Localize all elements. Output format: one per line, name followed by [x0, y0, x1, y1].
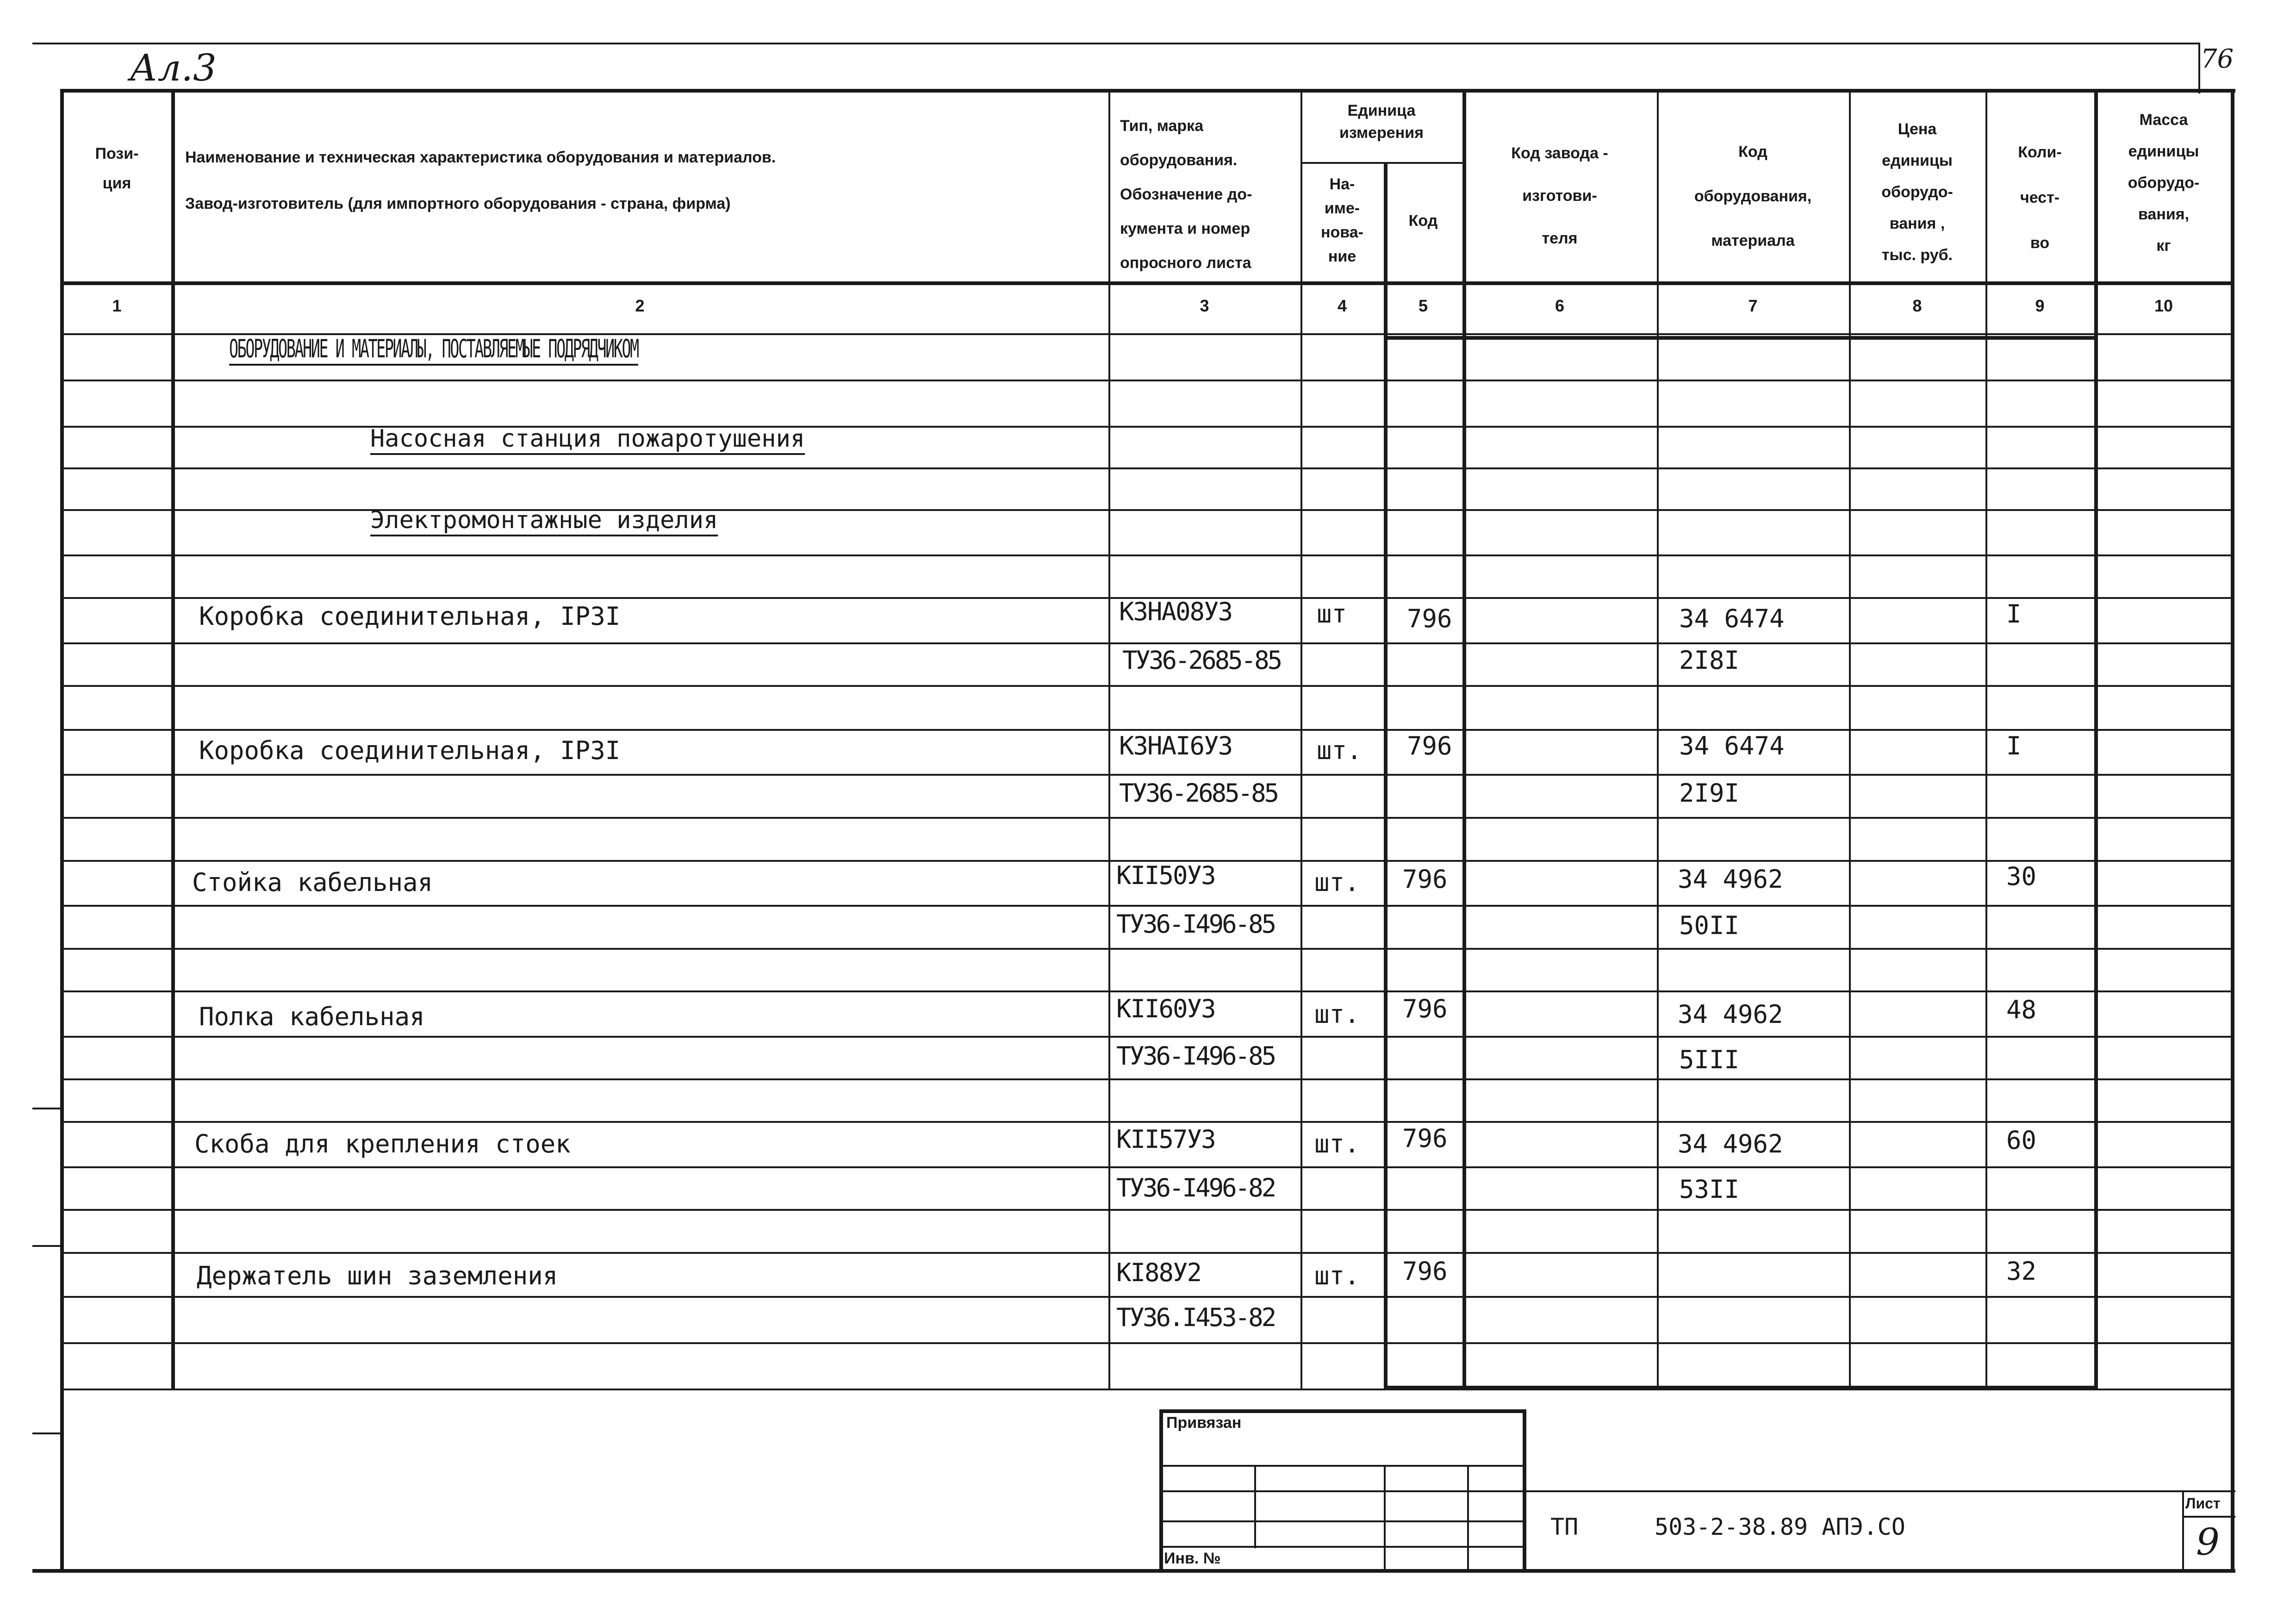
column-number: 10 [2154, 296, 2173, 315]
item-unit-code: 796 [1407, 604, 1452, 633]
column-number: 8 [1912, 296, 1922, 315]
header-unit-code: Код [1408, 212, 1438, 230]
item-code-1: 34 6474 [1679, 604, 1785, 633]
column-number: 5 [1418, 296, 1428, 315]
header-position: Пози- ция [95, 145, 139, 192]
header-equipment-code: Код оборудования, материала [1694, 143, 1812, 249]
stamp-inventory-label: Инв. № [1164, 1550, 1221, 1567]
item-code-2: 53II [1679, 1175, 1740, 1204]
item-name: Скоба для крепления стоек [194, 1129, 571, 1158]
header-maker-code: Код завода - изготови- теля [1511, 144, 1608, 247]
item-unit-code: 796 [1402, 994, 1448, 1023]
item-unit-code: 796 [1407, 731, 1452, 760]
item-quantity: 32 [2006, 1257, 2037, 1286]
item-code-1: 34 4962 [1678, 1129, 1783, 1158]
item-quantity: 48 [2006, 995, 2037, 1024]
item-unit: шт. [1314, 1000, 1360, 1029]
item-code-1: 34 4962 [1678, 1000, 1783, 1029]
header-price: Цена единицы оборудо- вания , тыс. руб. [1881, 120, 1953, 264]
column-number: 2 [635, 296, 645, 315]
header-name: Наименование и техническая характеристика оборудования и материалов. Завод-изготовитель (для импортного оборудования - страна, фирма) [185, 149, 776, 212]
item-doc: ТУ36-2685-85 [1119, 778, 1278, 808]
item-name: Полка кабельная [199, 1002, 425, 1031]
stamp-sheet-number: 9 [2196, 1520, 2220, 1563]
header-mass: Масса единицы оборудо- вания, кг [2128, 111, 2200, 255]
item-unit-code: 796 [1402, 1257, 1448, 1286]
item-quantity: 60 [2006, 1126, 2037, 1155]
item-type: К3НАI6У3 [1119, 731, 1232, 760]
item-name: Коробка соединительная, IP3I [199, 736, 621, 765]
item-doc: ТУ36-2685-85 [1122, 646, 1281, 675]
item-quantity: I [2006, 731, 2022, 760]
item-name: Коробка соединительная, IP3I [199, 602, 621, 631]
item-code-2: 5III [1679, 1045, 1740, 1074]
column-number: 6 [1555, 296, 1565, 315]
item-type: КII60У3 [1116, 994, 1215, 1023]
item-code-1: 34 6474 [1679, 731, 1785, 760]
section-title-main: ОБОРУДОВАНИЕ И МАТЕРИАЛЫ, ПОСТАВЛЯЕМЫЕ ПОДРЯДЧИКОМ [229, 334, 638, 363]
item-type: КII50У3 [1116, 861, 1215, 890]
header-type: Тип, марка оборудования. Обозначение до- кумента и номер опросного листа [1120, 117, 1252, 272]
item-unit: шт. [1314, 1261, 1360, 1290]
section-title-group: Электромонтажные изделия [370, 506, 718, 534]
item-doc: ТУ36-I496-85 [1116, 909, 1275, 939]
item-unit: шт. [1317, 736, 1362, 765]
column-number: 7 [1748, 296, 1758, 315]
header-unit-name: На- име- нова- ние [1321, 175, 1363, 265]
item-unit: шт. [1314, 868, 1360, 897]
column-number: 9 [2035, 296, 2045, 315]
header-unit: Единица измерения [1339, 102, 1424, 142]
page-number: 76 [2201, 44, 2234, 74]
item-type: КI88У2 [1116, 1258, 1201, 1287]
item-quantity: I [2006, 599, 2022, 629]
item-code-2: 2I8I [1679, 646, 1740, 675]
item-unit-code: 796 [1402, 1124, 1448, 1153]
item-name: Стойка кабельная [192, 868, 433, 897]
item-type: КII57У3 [1116, 1125, 1215, 1154]
stamp-designation: 503-2-38.89 АПЭ.СО [1655, 1513, 1905, 1540]
item-doc: ТУ36.I453-82 [1116, 1303, 1275, 1332]
item-code-2: 2I9I [1679, 778, 1740, 808]
column-number: 3 [1200, 296, 1209, 315]
header-quantity: Коли- чест- во [2018, 143, 2062, 252]
item-name: Держатель шин заземления [197, 1261, 558, 1290]
item-doc: ТУ36-I496-82 [1116, 1173, 1275, 1202]
item-quantity: 30 [2006, 862, 2037, 891]
item-unit-code: 796 [1402, 865, 1448, 894]
item-code-1: 34 4962 [1678, 865, 1783, 894]
stamp-prefix: ТП [1550, 1513, 1579, 1540]
column-number: 4 [1337, 296, 1347, 315]
stamp-sheet-label: Лист [2185, 1495, 2221, 1512]
column-number: 1 [112, 296, 122, 315]
item-type: К3НА08У3 [1119, 597, 1232, 626]
item-unit: шт. [1314, 1129, 1360, 1158]
item-unit: шт [1317, 599, 1347, 629]
item-code-2: 50II [1679, 911, 1740, 940]
section-title-station: Насосная станция пожаротушения [370, 425, 805, 453]
album-mark: Ал.3 [130, 46, 217, 89]
stamp-attached-label: Привязан [1166, 1414, 1242, 1432]
item-doc: ТУ36-I496-85 [1116, 1041, 1275, 1071]
